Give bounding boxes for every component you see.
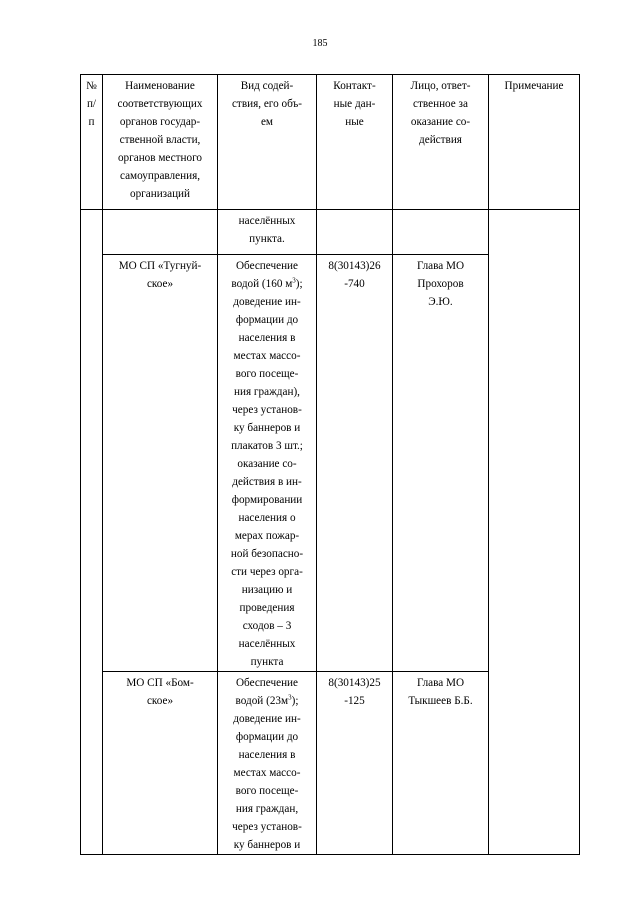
text-line: п <box>88 116 95 128</box>
table-row <box>81 210 580 255</box>
text-line: Контакт- <box>333 80 376 92</box>
kind-first-line: Обеспечение <box>235 677 299 689</box>
text-line: ствия, его объ- <box>231 98 303 110</box>
text-line: действия в ин- <box>232 476 302 488</box>
text-line: самоуправления, <box>119 170 201 182</box>
header-note <box>489 75 580 210</box>
text-line: органов государ- <box>119 116 201 128</box>
text-line: МО СП «Бом- <box>126 677 194 689</box>
text-line: мерах пожар- <box>234 530 300 542</box>
cell-note <box>489 210 580 855</box>
text-line: населённых <box>238 638 296 650</box>
text-line: оказание со- <box>410 116 471 128</box>
cell-org <box>103 210 218 255</box>
text-line: действия <box>419 134 462 146</box>
text-line: ское» <box>146 695 174 707</box>
text-line: оказание со- <box>237 458 297 470</box>
text-line: ское» <box>146 278 174 290</box>
text-line: через установ- <box>232 404 302 416</box>
text-line: доведение ин- <box>233 296 301 308</box>
page-number: 185 <box>312 38 328 49</box>
text-line: местах массо- <box>233 350 301 362</box>
header-num <box>81 75 103 210</box>
text-line: -125 <box>344 695 365 707</box>
text-line: ния граждан), <box>234 386 300 398</box>
header-kind <box>218 75 317 210</box>
text-line: через установ- <box>232 821 302 833</box>
text-line: Наименование <box>125 80 195 92</box>
cell-org <box>103 672 218 855</box>
cell-person <box>393 210 489 255</box>
text-line: ем <box>260 116 274 128</box>
cell-person <box>393 672 489 855</box>
text-line: формировании <box>231 494 303 506</box>
kind-second-line: водой $(23м^3)$; <box>235 693 299 707</box>
text-line: сти через орга- <box>231 566 303 578</box>
text-line: вого посеще- <box>235 785 299 797</box>
text-line: ку баннеров и <box>233 839 301 851</box>
header-org <box>103 75 218 210</box>
text-line: -740 <box>344 278 365 290</box>
text-line: пункта. <box>249 233 285 245</box>
text-line: МО СП «Тугнуй- <box>118 260 202 272</box>
cell-kind <box>218 210 317 255</box>
header-person <box>393 75 489 210</box>
text-line: п/ <box>86 98 97 110</box>
text-line: ной безопасно- <box>230 548 304 560</box>
text-line: Вид содей- <box>240 80 294 92</box>
header-contact <box>317 75 393 210</box>
cell-contact <box>317 255 393 672</box>
kind-second-line: водой (160 $м^3$); <box>231 276 303 290</box>
text-line: Глава МО <box>416 677 465 689</box>
text-line: Лицо, ответ- <box>410 80 471 92</box>
text-line: Примечание <box>504 80 564 92</box>
text-line: органов местного <box>117 152 203 164</box>
text-line: формации до <box>235 314 299 326</box>
cell-contact <box>317 672 393 855</box>
text-line: населения в <box>238 332 296 344</box>
text-line: ния граждан, <box>235 803 299 815</box>
cell-kind <box>218 672 317 855</box>
text-line: плакатов 3 шт.; <box>231 440 303 452</box>
header-row <box>81 75 580 210</box>
text-line: низацию и <box>241 584 293 596</box>
text-line: Прохоров <box>417 278 464 290</box>
cell-kind <box>218 255 317 672</box>
text-line: населённых <box>238 215 296 227</box>
text-line: населения в <box>238 749 296 761</box>
text-line: проведения <box>239 602 295 614</box>
text-line: ные <box>345 116 364 128</box>
text-line: пункта <box>250 656 284 668</box>
text-line: ные дан- <box>333 98 376 110</box>
text-line: 8(30143)26 <box>328 260 381 272</box>
text-line: сходов – 3 <box>242 620 292 632</box>
text-line: ку баннеров и <box>233 422 301 434</box>
text-line: Тыкшеев Б.Б. <box>408 695 473 707</box>
cell-contact <box>317 210 393 255</box>
text-line: местах массо- <box>233 767 301 779</box>
text-line: вого посеще- <box>235 368 299 380</box>
assistance-table <box>80 74 580 855</box>
kind-first-line: Обеспечение <box>235 260 299 272</box>
cell-org <box>103 255 218 672</box>
text-line: № <box>86 80 97 92</box>
text-line: ственное за <box>413 98 468 110</box>
text-line: ственной власти, <box>119 134 201 146</box>
cell-person <box>393 255 489 672</box>
text-line: доведение ин- <box>233 713 301 725</box>
text-line: организаций <box>129 188 191 200</box>
text-line: Глава МО <box>416 260 465 272</box>
text-line: формации до <box>235 731 299 743</box>
text-line: 8(30143)25 <box>328 677 381 689</box>
cell-num <box>81 210 103 855</box>
text-line: населения о <box>238 512 296 524</box>
text-line: Э.Ю. <box>428 296 453 308</box>
text-line: соответствующих <box>117 98 203 110</box>
